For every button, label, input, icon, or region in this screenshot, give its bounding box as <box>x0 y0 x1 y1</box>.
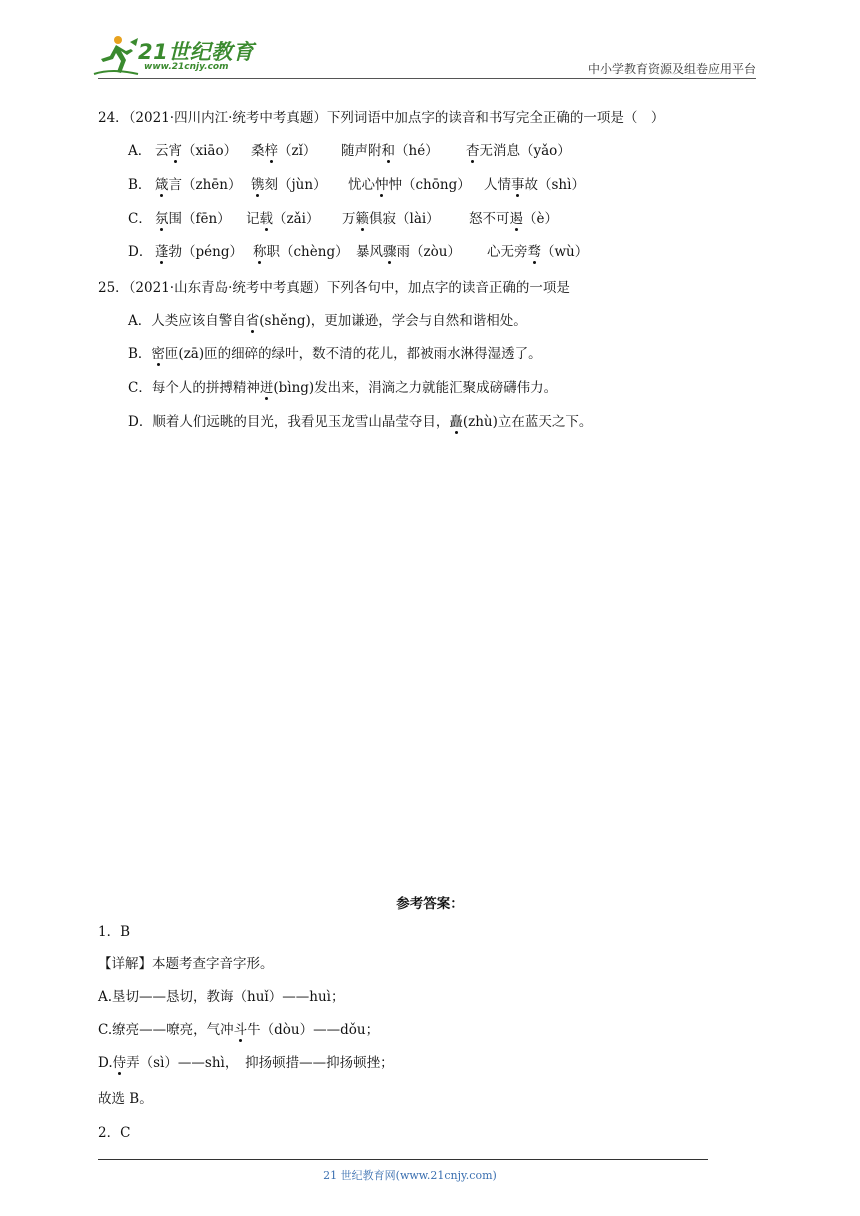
option-word: 蓬勃（péng） <box>155 240 243 260</box>
header-divider <box>98 78 756 79</box>
answer-conclusion: 故选 B。 <box>98 1091 153 1107</box>
question-number: 25． <box>98 280 129 296</box>
answer-line-a: A.垦切——恳切，教诲（huǐ）——huì； <box>98 989 345 1005</box>
logo-text: 21世纪教育 <box>138 40 255 64</box>
answer-2: 2．C <box>98 1125 131 1141</box>
option-label: B． <box>128 177 152 193</box>
question-24-stem <box>98 106 664 126</box>
option-word: 人情事故（shì） <box>484 173 585 193</box>
option-label: D． <box>128 244 153 260</box>
q25-option-c: C．每个人的拼搏精神迸(bìng)发出来，涓滴之力就能汇聚成磅礴伟力。 <box>128 376 557 396</box>
question-text: （2021·山东青岛·统考中考真题）下列各句中，加点字的读音正确的一项是 <box>128 280 570 296</box>
q25-option-d: D．顺着人们远眺的目光，我看见玉龙雪山晶莹夺目，矗(zhù)立在蓝天之下。 <box>128 410 592 430</box>
option-label: C． <box>128 211 152 227</box>
footer-link[interactable]: 21 世纪教育网(www.21cnjy.com) <box>323 1169 497 1182</box>
option-word: 桑梓（zǐ） <box>251 139 316 159</box>
answer-1: 1．B <box>98 924 131 940</box>
question-25-stem <box>98 276 570 296</box>
platform-title: 中小学教育资源及组卷应用平台 <box>587 62 756 76</box>
option-word: 怒不可遏（è） <box>469 207 558 227</box>
runner-icon <box>92 34 140 78</box>
question-number: 24． <box>98 110 129 126</box>
footer-divider <box>98 1159 708 1160</box>
option-word: 万籁俱寂（lài） <box>342 207 440 227</box>
page-header <box>0 0 860 80</box>
option-word: 忧心忡忡（chōng） <box>348 173 471 193</box>
option-word: 镌刻（jùn） <box>251 173 327 193</box>
option-word: 心无旁骛（wù） <box>487 240 588 260</box>
answer-section-title: 参考答案： <box>396 896 464 912</box>
option-word: 云宵（xiāo） <box>155 139 237 159</box>
option-word: 暴风骤雨（zòu） <box>356 240 461 260</box>
logo-url: www.21cnjy.com <box>144 62 229 72</box>
question-text: （2021·四川内江·统考中考真题）下列词语中加点字的读音和书写完全正确的一项是（ ） <box>128 110 665 126</box>
answer-line-d: D.侍弄（sì）——shì， 抑扬顿措——抑扬顿挫； <box>98 1051 394 1071</box>
q25-option-a: A．人类应该自警自省(shěng)，更加谦逊，学会与自然和谐相处。 <box>128 309 527 329</box>
option-word: 随声附和（hé） <box>341 139 439 159</box>
option-word: 称职（chèng） <box>253 240 349 260</box>
option-word: 氛围（fēn） <box>155 207 231 227</box>
answer-detail: 【详解】本题考查字音字形。 <box>98 956 274 972</box>
option-word: 箴言（zhēn） <box>155 173 242 193</box>
option-word: 杳无消息（yǎo） <box>466 139 571 159</box>
option-word: 记载（zǎi） <box>246 207 319 227</box>
q25-option-b: B．密匝(zā)匝的细碎的绿叶，数不清的花儿，都被雨水淋得湿透了。 <box>128 342 542 362</box>
site-logo[interactable] <box>92 34 262 78</box>
option-label: A． <box>128 143 152 159</box>
answer-line-c: C.缭亮——嘹亮，气冲斗牛（dòu）——dǒu； <box>98 1018 379 1038</box>
